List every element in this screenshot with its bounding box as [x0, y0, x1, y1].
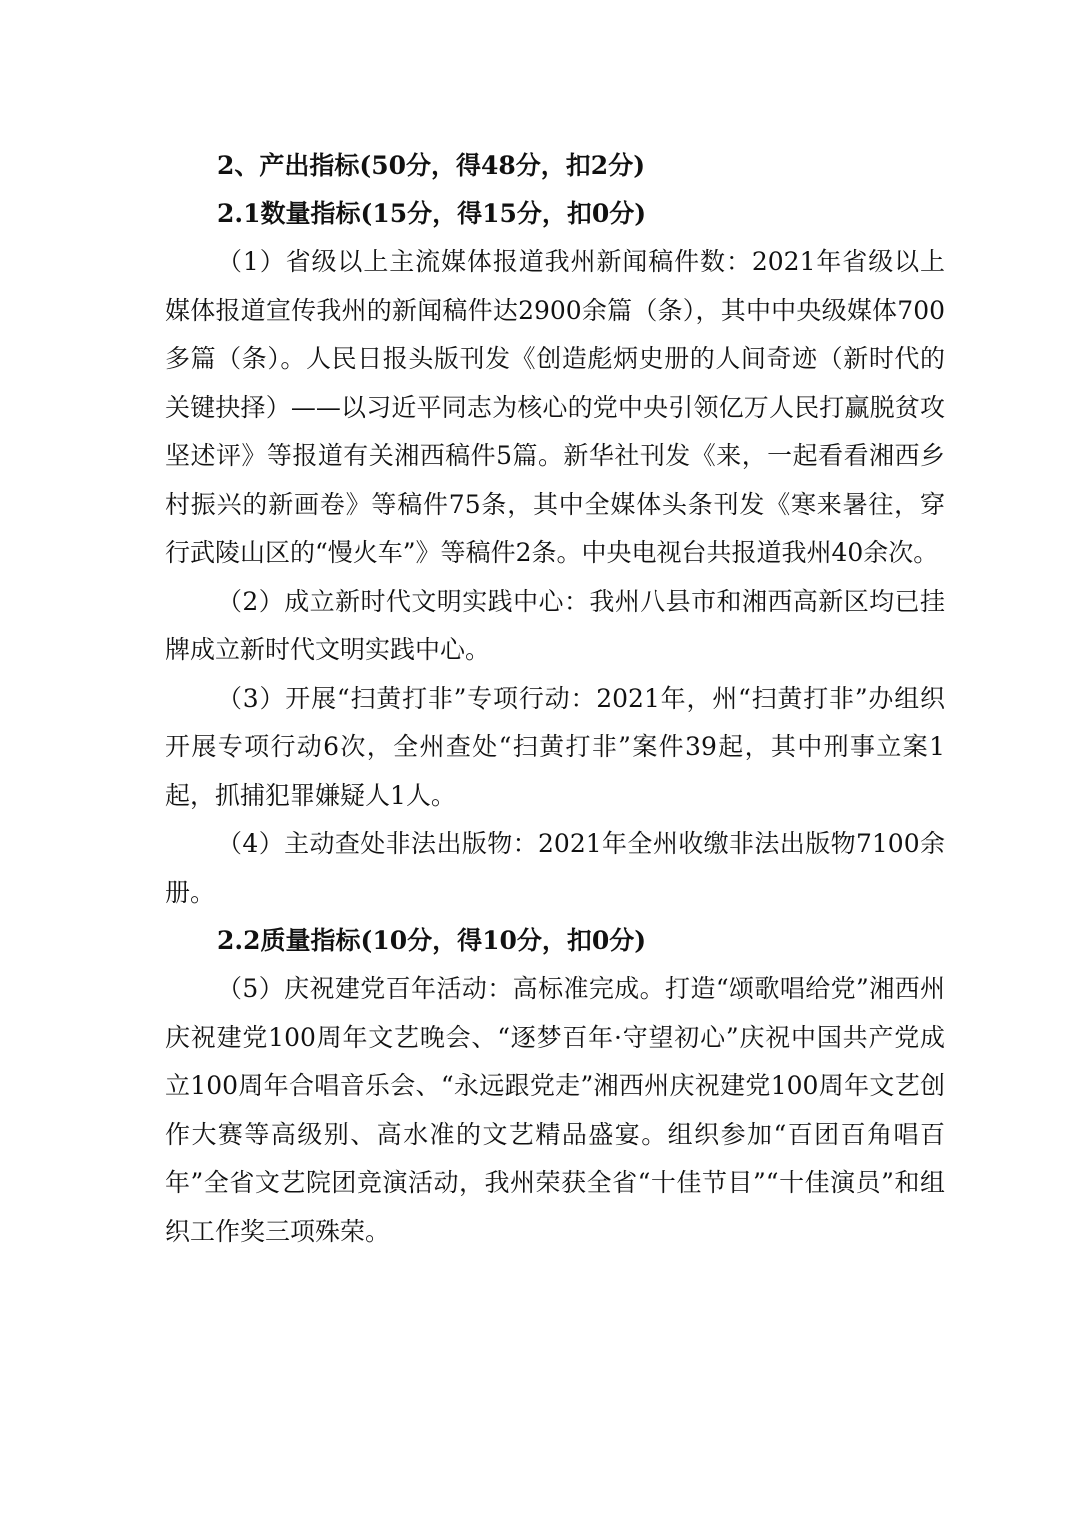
paragraph-media-reports: （1）省级以上主流媒体报道我州新闻稿件数：2021年省级以上媒体报道宣传我州的新闻稿件达2900余篇（条），其中中央级媒体700多篇（条）。人民日报头版刊发《创造彪炳史册的人间奇迹（新时代的关键抉择）——以习近平同志为核心的党中央引领亿万人民打赢脱贫攻坚述评》等报道有关湘西稿件5篇。新华社刊发《来，一起看看湘西乡村振兴的新画卷》等稿件75条，其中全媒体头条刊发《寒来暑往，穿行武陵山区的“慢火车”》等稿件2条。中央电视台共报道我州40余次。 [165, 247, 945, 567]
document-body [165, 142, 945, 1256]
heading-output-indicators: 2、产出指标(50分，得48分，扣2分) [217, 151, 646, 180]
paragraph-anti-pornography-action: （3）开展“扫黄打非”专项行动：2021年，州“扫黄打非”办组织开展专项行动6次，全州查处“扫黄打非”案件39起，其中刑事立案1起，抓捕犯罪嫌疑人1人。 [165, 683, 945, 810]
paragraph-party-centenary: （5）庆祝建党百年活动：高标准完成。打造“颂歌唱给党”湘西州庆祝建党100周年文艺晚会、“逐梦百年·守望初心”庆祝中国共产党成立100周年合唱音乐会、“永远跟党走”湘西州庆祝建党100周年文艺创作大赛等高级别、高水准的文艺精品盛宴。组织参加“百团百角唱百年”全省文艺院团竞演活动，我州荣获全省“十佳节目”“十佳演员”和组织工作奖三项殊荣。 [165, 974, 945, 1246]
paragraph-civilization-centers: （2）成立新时代文明实践中心：我州八县市和湘西高新区均已挂牌成立新时代文明实践中心。 [165, 586, 945, 664]
paragraph-illegal-publications: （4）主动查处非法出版物：2021年全州收缴非法出版物7100余册。 [165, 829, 945, 907]
heading-quality-indicators: 2.2质量指标(10分，得10分，扣0分) [217, 926, 647, 955]
heading-quantity-indicators: 2.1数量指标(15分，得15分，扣0分) [217, 199, 647, 228]
